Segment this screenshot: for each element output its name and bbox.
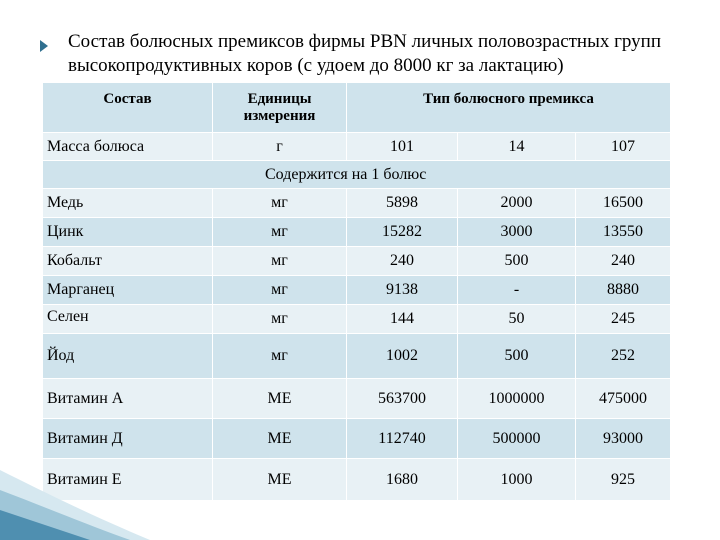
cell-value-c: 8880 <box>576 276 671 305</box>
table-row <box>43 419 671 459</box>
cell-value-a: 1680 <box>347 459 458 501</box>
cell-value-a: 144 <box>347 305 458 334</box>
cell-name: Витамин А <box>43 379 213 419</box>
cell-value-c: 475000 <box>576 379 671 419</box>
cell-value-b: 1000 <box>458 459 576 501</box>
cell-unit: мг <box>213 189 347 218</box>
header-composition: Состав <box>43 83 213 133</box>
cell-value-a: 240 <box>347 247 458 276</box>
table-header-row <box>43 83 671 133</box>
cell-value-c: 16500 <box>576 189 671 218</box>
cell-value-b: 50 <box>458 305 576 334</box>
slide-title: Состав болюсных премиксов фирмы PBN личных половозрастных групп высокопродуктивных коров (с удоем до 8000 кг за лактацию) <box>68 31 661 76</box>
cell-unit: МЕ <box>213 379 347 419</box>
triangle-bullet-icon <box>40 40 48 52</box>
cell-name: Витамин Е <box>43 459 213 501</box>
table-row <box>43 305 671 334</box>
cell-unit: МЕ <box>213 459 347 501</box>
cell-unit: мг <box>213 247 347 276</box>
cell-unit: мг <box>213 276 347 305</box>
corner-wave-decoration <box>0 460 150 540</box>
cell-value-a: 5898 <box>347 189 458 218</box>
cell-value-b: 3000 <box>458 218 576 247</box>
cell-name: Витамин Д <box>43 419 213 459</box>
cell-value-a: 112740 <box>347 419 458 459</box>
header-units: Единицы измерения <box>213 83 347 133</box>
cell-name: Селен <box>43 305 213 334</box>
cell-name: Кобальт <box>43 247 213 276</box>
cell-value-a: 1002 <box>347 334 458 379</box>
slide-title-block <box>46 30 696 78</box>
table-subheader-row <box>43 161 671 189</box>
cell-name: Йод <box>43 334 213 379</box>
cell-value-c: 925 <box>576 459 671 501</box>
cell-value-c: 245 <box>576 305 671 334</box>
cell-unit: г <box>213 133 347 161</box>
table-row <box>43 247 671 276</box>
cell-unit: мг <box>213 305 347 334</box>
table-row <box>43 334 671 379</box>
cell-name: Марганец <box>43 276 213 305</box>
cell-value-c: 240 <box>576 247 671 276</box>
cell-value-c: 13550 <box>576 218 671 247</box>
cell-value-b: 1000000 <box>458 379 576 419</box>
cell-name: Цинк <box>43 218 213 247</box>
cell-unit: мг <box>213 218 347 247</box>
cell-value-b: 500 <box>458 247 576 276</box>
premix-table <box>42 82 671 501</box>
cell-value-b: 2000 <box>458 189 576 218</box>
cell-value-b: 500000 <box>458 419 576 459</box>
cell-value-a: 9138 <box>347 276 458 305</box>
cell-name: Масса болюса <box>43 133 213 161</box>
table-row <box>43 189 671 218</box>
cell-unit: мг <box>213 334 347 379</box>
cell-101: 101 <box>347 133 458 161</box>
table-row <box>43 379 671 419</box>
cell-value-c: 93000 <box>576 419 671 459</box>
table-row <box>43 218 671 247</box>
cell-value-a: 15282 <box>347 218 458 247</box>
cell-107: 107 <box>576 133 671 161</box>
cell-value-b: - <box>458 276 576 305</box>
cell-value-b: 500 <box>458 334 576 379</box>
cell-14: 14 <box>458 133 576 161</box>
cell-value-a: 563700 <box>347 379 458 419</box>
cell-name: Медь <box>43 189 213 218</box>
premix-table-container <box>42 82 670 501</box>
table-row <box>43 276 671 305</box>
cell-value-c: 252 <box>576 334 671 379</box>
cell-unit: МЕ <box>213 419 347 459</box>
table-row-mass <box>43 133 671 161</box>
subheader-per-bolus: Содержится на 1 болюс <box>43 161 671 189</box>
header-premix-type: Тип болюсного премикса <box>347 83 671 133</box>
